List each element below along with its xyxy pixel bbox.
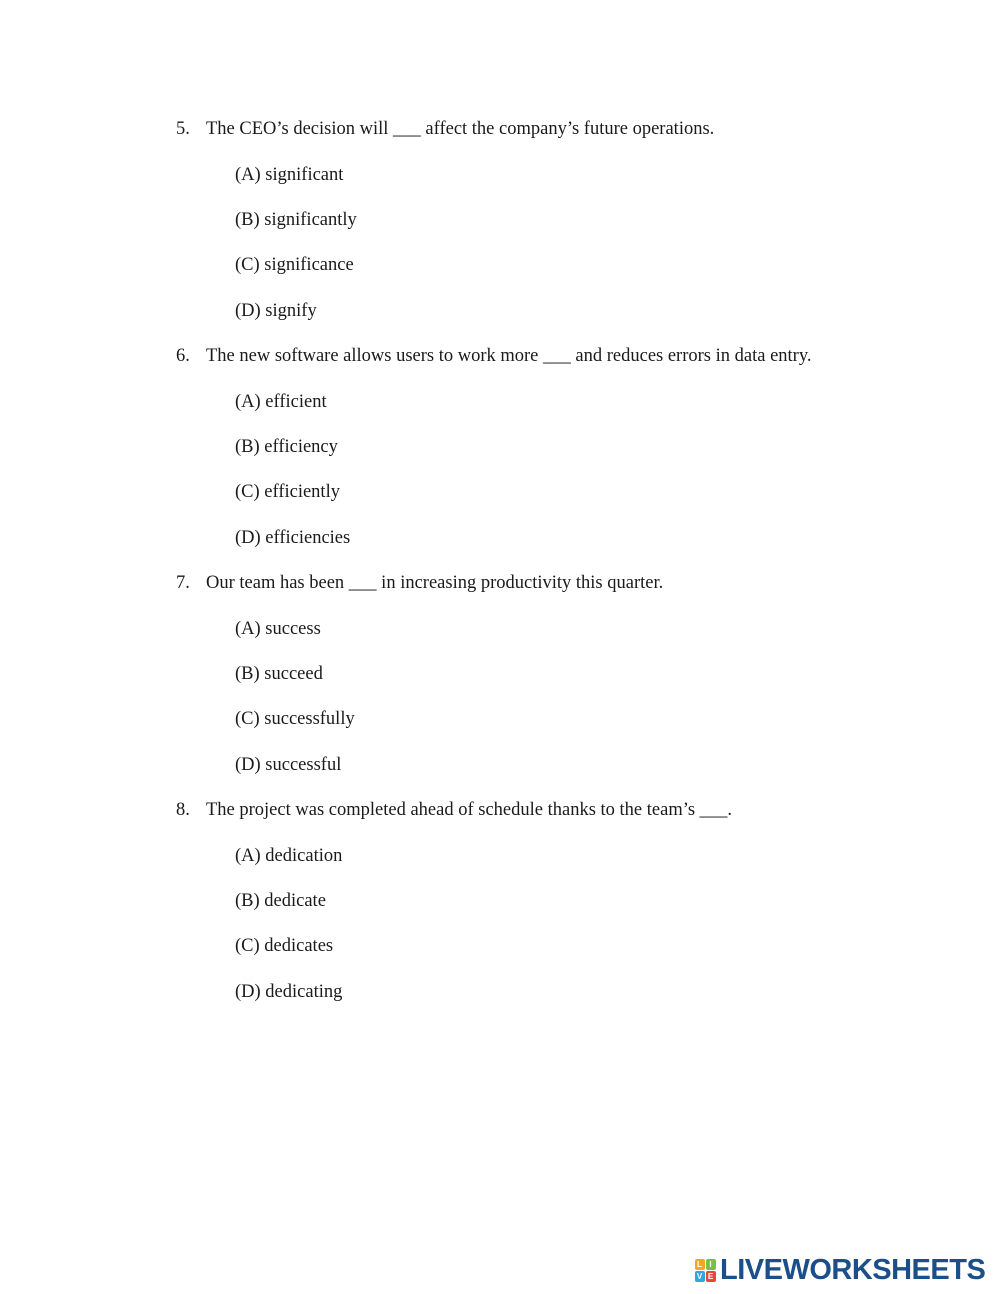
question-8 [176, 799, 732, 821]
answer-option: (B) dedicate [235, 891, 326, 911]
answer-option: (A) significant [235, 165, 344, 185]
answer-option: (C) dedicates [235, 936, 334, 956]
logo-mark-letter: E [706, 1271, 716, 1282]
logo-text: LIVEWORKSHEETS [720, 1253, 986, 1286]
question-6 [176, 345, 812, 367]
answer-option: (D) signify [235, 301, 317, 321]
answer-option: (C) efficiently [235, 482, 340, 502]
answer-option: (A) efficient [235, 392, 327, 412]
question-7 [176, 572, 663, 594]
answer-option: (D) successful [235, 755, 342, 775]
answer-option: (D) efficiencies [235, 528, 351, 548]
answer-option: (C) significance [235, 255, 354, 275]
question-5 [176, 118, 714, 140]
question-number: 5. [176, 119, 190, 139]
logo-mark-letter: V [695, 1271, 705, 1282]
question-text: The new software allows users to work more ___ and reduces errors in data entry. [206, 346, 812, 366]
question-number: 6. [176, 346, 190, 366]
answer-option: (B) efficiency [235, 437, 338, 457]
answer-option: (B) significantly [235, 210, 357, 230]
question-number: 7. [176, 573, 190, 593]
answer-option: (C) successfully [235, 709, 355, 729]
question-text: The CEO’s decision will ___ affect the company’s future operations. [206, 119, 715, 139]
logo-mark-letter: L [695, 1259, 705, 1270]
answer-option: (A) success [235, 619, 321, 639]
question-text: The project was completed ahead of schedule thanks to the team’s ___. [206, 800, 733, 820]
liveworksheets-logo [694, 1253, 986, 1286]
answer-option: (D) dedicating [235, 982, 343, 1002]
logo-mark-letter: I [706, 1259, 716, 1270]
logo-mark-icon [694, 1258, 716, 1282]
answer-option: (B) succeed [235, 664, 323, 684]
question-text: Our team has been ___ in increasing productivity this quarter. [206, 573, 664, 593]
answer-option: (A) dedication [235, 846, 343, 866]
question-number: 8. [176, 800, 190, 820]
